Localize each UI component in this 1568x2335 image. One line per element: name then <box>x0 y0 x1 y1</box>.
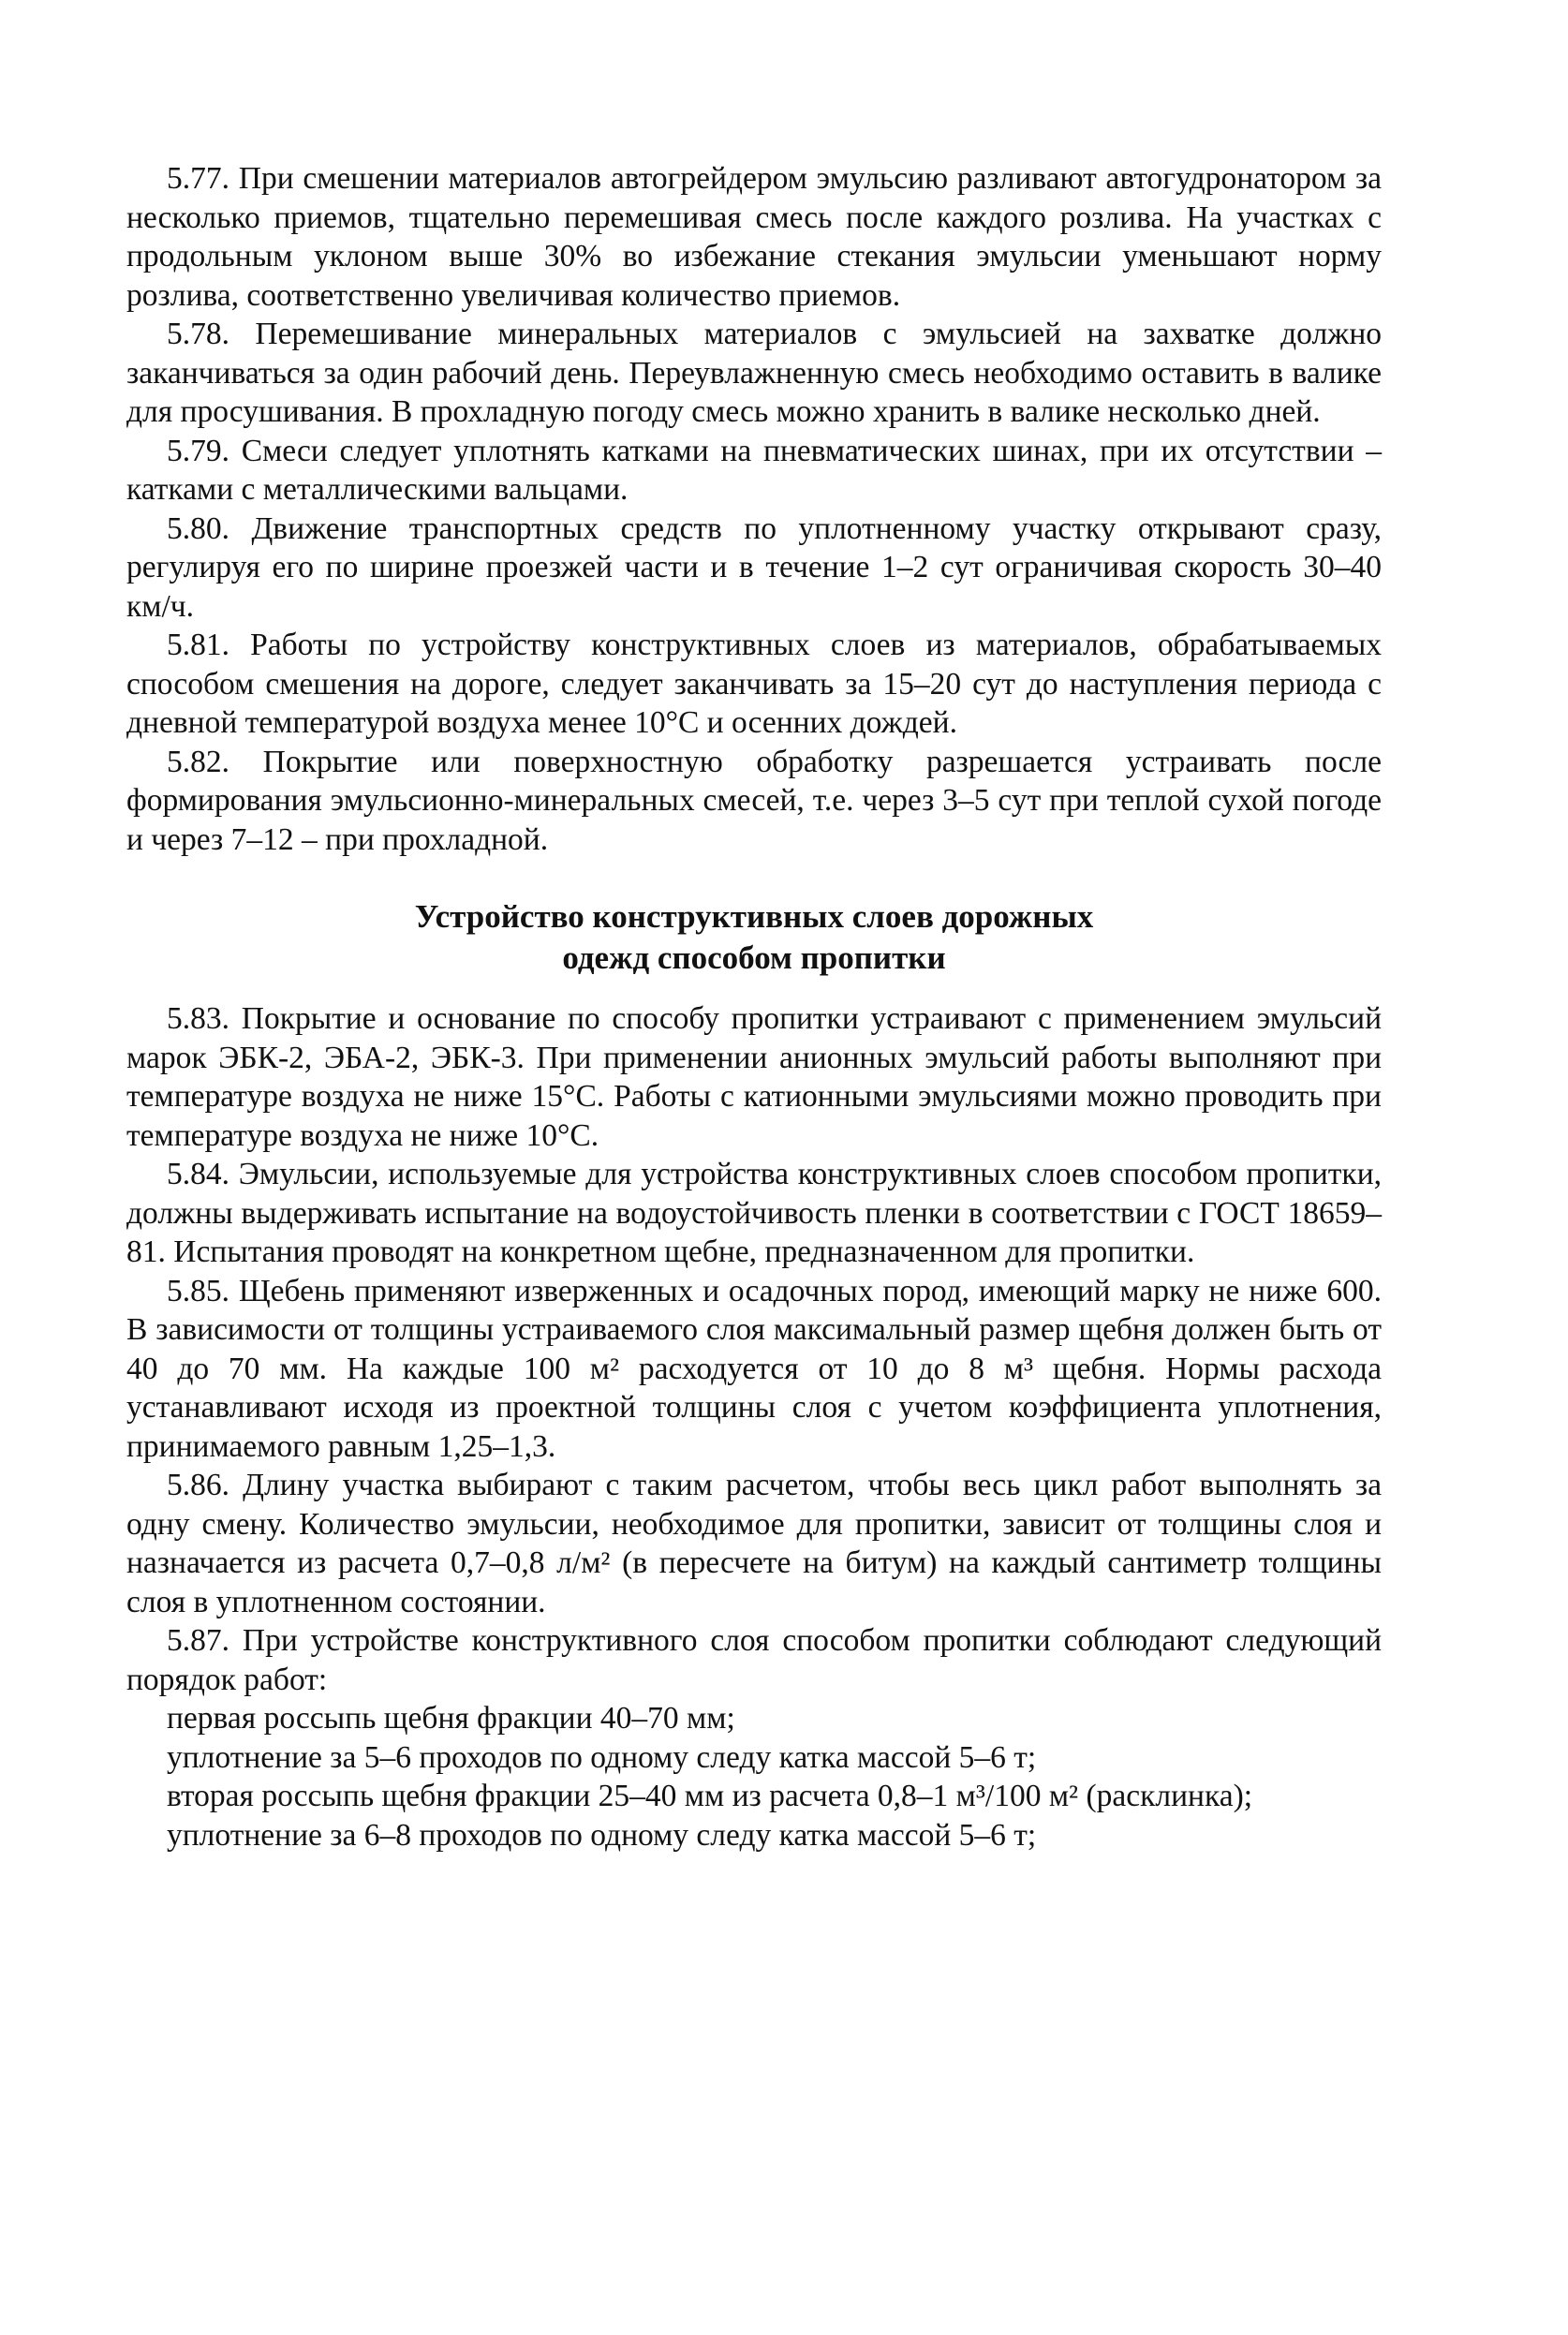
clause-number: 5.77. <box>167 161 229 196</box>
paragraph-5-82 <box>126 743 1382 860</box>
paragraph-5-83 <box>126 999 1382 1155</box>
clause-text: Работы по устройству конструктивных слоев из материалов, обрабатываемых способом смешения на дороге, следует заканчивать за 15–20 сут до наступления периода с дневной температурой воздуха менее 10°С и осенних дождей. <box>126 628 1383 740</box>
paragraph-5-79 <box>126 432 1382 510</box>
list-item: первая россыпь щебня фракции 40–70 мм; <box>167 1701 735 1736</box>
clause-text: Покрытие или поверхностную обработку разрешается устраивать после формирования эмульсионно-минеральных смесей, т.е. через 3–5 сут при теплой сухой погоде и через 7–12 – при прохладной. <box>126 744 1382 857</box>
paragraph-5-86 <box>126 1466 1382 1621</box>
clause-text: Длину участка выбирают с таким расчетом, чтобы весь цикл работ выполнять за одну смену. Количество эмульсии, необходимое для пропитки, зависит от толщины слоя и назначается из расчета 0,7–0,8 л/м² (в пересчете на битум) на каждый сантиметр толщины слоя в уплотненном состоянии. <box>126 1468 1383 1619</box>
list-item: вторая россыпь щебня фракции 25–40 мм из расчета 0,8–1 м³/100 м² (расклинка); <box>167 1779 1253 1813</box>
paragraph-5-77 <box>126 159 1382 315</box>
clause-text: При устройстве конструктивного слоя способом пропитки соблюдают следующий порядок работ: <box>126 1623 1382 1697</box>
clause-number: 5.86. <box>167 1468 229 1502</box>
clause-number: 5.82. <box>167 744 229 779</box>
paragraph-5-84 <box>126 1155 1382 1272</box>
clause-number: 5.81. <box>167 628 229 662</box>
list-item: уплотнение за 5–6 проходов по одному следу катка массой 5–6 т; <box>167 1739 1037 1775</box>
section-heading <box>126 896 1382 979</box>
clause-text: Щебень применяют изверженных и осадочных пород, имеющий марку не ниже 600. В зависимости от толщины устраиваемого слоя максимальный размер щебня должен быть от 40 до 70 мм. На каждые 100 м² расходуется от 10 до 8 м³ щебня. Нормы расхода устанавливают исходя из проектной толщины слоя с учетом коэффициента уплотнения, принимаемого равным 1,25–1,3. <box>126 1273 1382 1464</box>
clause-number: 5.87. <box>167 1623 229 1658</box>
clause-number: 5.79. <box>167 433 229 468</box>
section-heading-line-1: Устройство конструктивных слоев дорожных <box>414 898 1094 935</box>
clause-number: 5.78. <box>167 317 229 351</box>
clause-text: Смеси следует уплотнять катками на пневматических шинах, при их отсутствии – катками с металлическими вальцами. <box>126 433 1382 507</box>
document-page <box>126 159 1382 1855</box>
section-heading-line-2: одежд способом пропитки <box>562 939 946 976</box>
clause-text: При смешении материалов автогрейдером эмульсию разливают автогудронатором за несколько приемов, тщательно перемешивая смесь после каждого розлива. На участках с продольным уклоном выше 30% во избежание стекания эмульсии уменьшают норму розлива, соответственно увеличивая количество приемов. <box>126 161 1382 313</box>
clause-text: Перемешивание минеральных материалов с эмульсией на захватке должно заканчиваться за один рабочий день. Переувлажненную смесь необходимо оставить в валике для просушивания. В прохладную погоду смесь можно хранить в валике несколько дней. <box>126 317 1382 429</box>
paragraph-5-81 <box>126 626 1382 743</box>
clause-number: 5.83. <box>167 1001 229 1036</box>
list-item: уплотнение за 6–8 проходов по одному следу катка массой 5–6 т; <box>167 1817 1037 1853</box>
clause-number: 5.80. <box>167 510 229 546</box>
clause-number: 5.84. <box>167 1157 229 1191</box>
paragraph-5-85 <box>126 1272 1382 1467</box>
clause-text: Движение транспортных средств по уплотненному участку открывают сразу, регулируя его по ширине проезжей части и в течение 1–2 сут ограничивая скорость 30–40 км/ч. <box>126 510 1383 624</box>
clause-number: 5.85. <box>167 1273 229 1308</box>
clause-text: Эмульсии, используемые для устройства конструктивных слоев способом пропитки, должны выдерживать испытание на водоустойчивость пленки в соответствии с ГОСТ 18659–81. Испытания проводят на конкретном щебне, предназначенном для пропитки. <box>126 1157 1382 1269</box>
paragraph-5-78 <box>126 315 1382 432</box>
paragraph-5-87 <box>126 1621 1382 1699</box>
clause-text: Покрытие и основание по способу пропитки устраивают с применением эмульсий марок ЭБК-2, ЭБА-2, ЭБК-3. При применении анионных эмульсий работы выполняют при температуре воздуха не ниже 15°С. Работы с катионными эмульсиями можно проводить при температуре воздуха не ниже 10°С. <box>126 1001 1382 1153</box>
paragraph-5-80 <box>126 510 1382 627</box>
